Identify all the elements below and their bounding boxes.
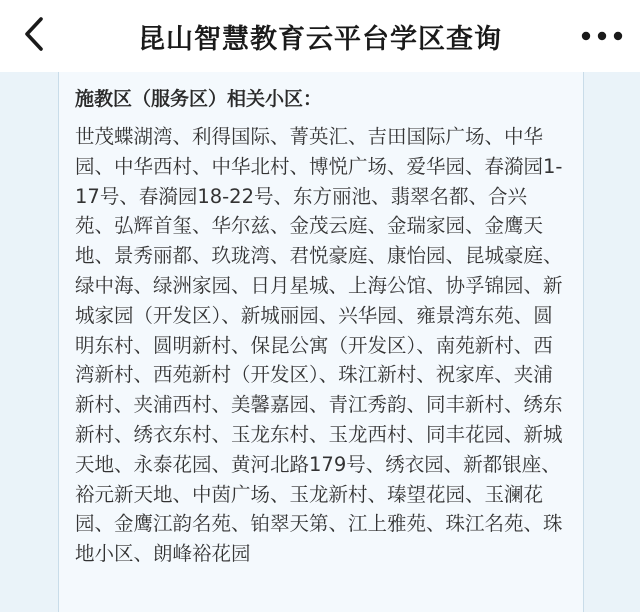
- district-heading: 施教区（服务区）相关小区：: [75, 88, 323, 110]
- school-district-content: [58, 72, 584, 612]
- more-dots-icon: [580, 30, 624, 42]
- chevron-left-icon: [23, 16, 45, 52]
- page-title: 昆山智慧教育云平台学区查询: [138, 23, 502, 55]
- more-options-button[interactable]: [578, 22, 626, 50]
- community-list-text: 世茂蝶湖湾、利得国际、菁英汇、吉田国际广场、中华园、中华西村、中华北村、博悦广场、爱华园、春漪园1-17号、春漪园18-22号、东方丽池、翡翠名都、合兴苑、弘辉首玺、华尔兹、金茂云庭、金瑞家园、金鹰天地、景秀丽都、玖珑湾、君悦豪庭、康怡园、昆城豪庭、绿中海、绿洲家园、日月星城、上海公馆、协孚锦园、新城家园（开发区）、新城丽园、兴华园、雍景湾东苑、圆明东村、圆明新村、保昆公寓（开发区）、南苑新村、西湾新村、西苑新村（开发区）、珠江新村、祝家库、夹浦新村、夹浦西村、美馨嘉园、青江秀韵、同丰新村、绣东新村、绣衣东村、玉龙东村、玉龙西村、同丰花园、新城天地、永泰花园、黄河北路179号、绣衣园、新都银座、裕元新天地、中茵广场、玉龙新村、瑧望花园、玉澜花园、金鹰江韵名苑、铂翠天第、江上雅苑、珠江名苑、珠地小区、朗峰裕花园: [75, 125, 563, 566]
- top-navigation-bar: [0, 0, 640, 72]
- back-button[interactable]: [16, 14, 52, 54]
